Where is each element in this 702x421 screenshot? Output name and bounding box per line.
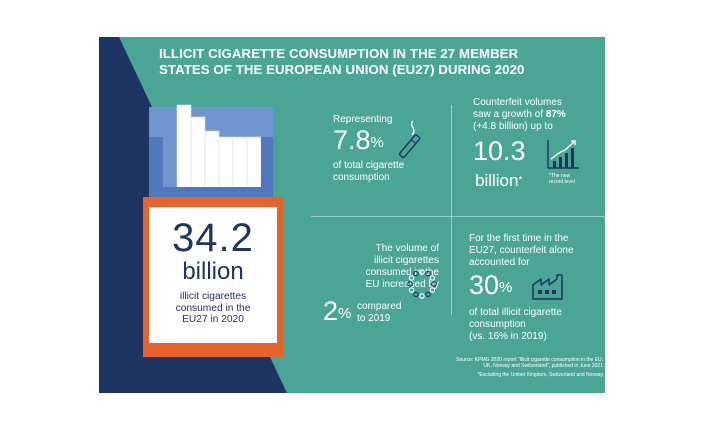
pack-description <box>149 291 277 326</box>
stat3-line-3: consumed in the <box>365 267 439 278</box>
stat3-value: 2 <box>323 296 339 326</box>
stat3-after <box>357 301 401 325</box>
stat3-line-2: illicit cigarettes <box>373 255 439 266</box>
stat4-line-2: EU27, counterfeit alone <box>469 245 574 256</box>
stat3-line-4: EU increased by <box>365 279 439 290</box>
stat3-line-1: The volume of <box>375 243 439 254</box>
eu-stars-icon <box>407 269 437 299</box>
growth-chart-icon <box>545 137 581 171</box>
stat2-note <box>549 173 575 185</box>
horizontal-divider <box>311 216 605 217</box>
stat1-unit: % <box>370 134 384 151</box>
pack-description-line-1: illicit cigarettes <box>179 291 247 302</box>
stat1-value: 7.8 <box>333 125 371 155</box>
stat2-star: * <box>518 175 523 186</box>
stat2-line-2-text: saw a growth of <box>473 109 546 120</box>
infographic-card <box>99 37 605 393</box>
stat3-value-group <box>323 296 351 326</box>
stat1-line-2: consumption <box>333 172 390 183</box>
stat4-value-group <box>469 270 512 300</box>
stat3-after-line-1: compared <box>357 301 402 312</box>
stat2-line-1: Counterfeit volumes <box>473 97 562 108</box>
vertical-divider <box>451 105 452 315</box>
stat4-line-3: accounted for <box>469 257 530 268</box>
pack-description-line-3: EU27 in 2020 <box>182 314 244 325</box>
stat3-unit: % <box>338 305 352 322</box>
stat2-value: 10.3 <box>473 136 526 166</box>
source-note <box>395 357 603 378</box>
stat3-after-line-2: to 2019 <box>357 313 391 324</box>
stat4-after-line-3: (vs. 16% in 2019) <box>469 331 547 342</box>
stat2-line-2 <box>473 109 599 121</box>
pack-unit: billion <box>182 258 244 285</box>
stat4-line-1: For the first time in the <box>469 233 569 244</box>
stat4-unit: % <box>499 279 513 296</box>
stat2-text <box>473 97 599 133</box>
stat2-note-line-2: record level <box>549 179 575 185</box>
stat1-description <box>333 160 404 184</box>
stat4-after-line-1: of total illicit cigarette <box>469 307 562 318</box>
stat1-pre: Representing <box>333 114 393 125</box>
title-line-2: STATES OF THE EUROPEAN UNION (EU27) DURING 2020 <box>159 62 525 77</box>
stat2-unit: billion <box>475 171 519 190</box>
stat2-note-line-1: *The new <box>549 173 571 179</box>
stat4-after-line-2: consumption <box>469 319 526 330</box>
stat4-text <box>469 233 601 269</box>
stat4-after <box>469 307 601 343</box>
stat2-line-3: (+4.8 billion) up to <box>473 121 553 132</box>
title-line-1: ILLICIT CIGARETTE CONSUMPTION IN THE 27 MEMBER <box>159 46 519 61</box>
stat2-unit-group <box>475 171 522 191</box>
stat1-line-1: of total cigarette <box>333 160 405 171</box>
stat2-growth-value: 87% <box>545 109 566 120</box>
stat1-value-group <box>333 125 384 155</box>
factory-icon <box>531 273 565 301</box>
pack-label <box>149 207 277 343</box>
source-line-3: *Excluding the United Kingdom, Switzerland and Norway <box>477 372 603 378</box>
source-line-2: UK, Norway and Switzerland", published in June 2021 <box>483 363 603 369</box>
stat4-value: 30 <box>469 270 500 300</box>
pack-description-line-2: consumed in the <box>175 302 251 314</box>
source-line-1: Source: KPMG 2020 report "Illicit cigarette consumption in the EU, <box>456 357 603 363</box>
cigarette-smoke-icon <box>393 117 427 159</box>
pack-value: 34.2 <box>172 216 254 260</box>
